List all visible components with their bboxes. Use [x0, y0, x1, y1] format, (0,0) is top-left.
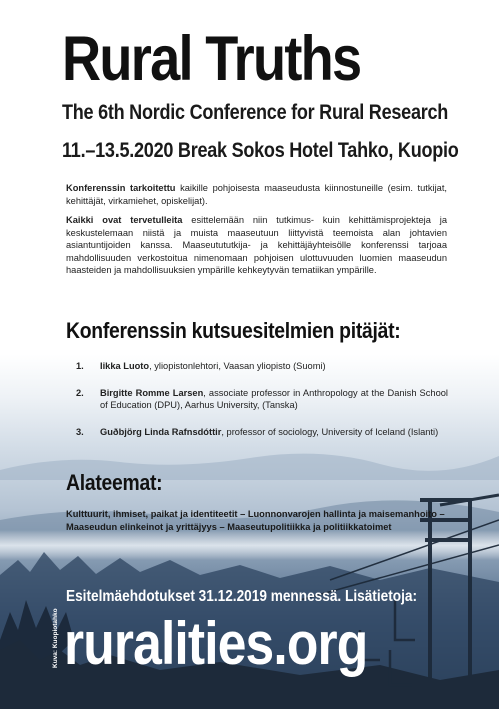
speakers-list	[76, 360, 448, 452]
deadline-text: Esitelmäehdotukset 31.12.2019 mennessä. Lisätietoja:	[66, 588, 418, 605]
speaker-detail: , yliopistonlehtori, Vaasan yliopisto (Suomi)	[149, 361, 326, 371]
speaker-item	[76, 360, 448, 373]
speaker-number: 3.	[76, 426, 84, 437]
themes-heading: Alateemat:	[66, 470, 163, 495]
speakers-heading: Konferenssin kutsuesitelmien pitäjät:	[66, 318, 401, 343]
speaker-detail: , professor of sociology, University of Iceland (Islanti)	[221, 426, 439, 437]
speaker-item	[76, 426, 448, 439]
speaker-number: 2.	[76, 387, 84, 398]
intro-p2-lead: Kaikki ovat tervetulleita	[66, 215, 183, 225]
speaker-name: Iikka Luoto	[100, 361, 150, 371]
intro-p1-body: kaikille pohjoisesta maaseudusta kiinnostuneille (esim. tutkijat, kehittäjät, virkamiehet, opiskelijat).	[66, 183, 447, 206]
intro-p2-body: esittelemään niin tutkimus- kuin kehittämisprojekteja ja keskustelemaan niistä ja muista maaseutuun liittyvistä teemoista alan johtavien asiantuntijoiden kanssa. Maaseutututkija- ja kehittäjäyhteisölle konferenssi tarjoaa mahdollisuuden verkostoitua nimenomaan pohjoisen ulottuvuuden luomien maaseudun haasteiden ja mahdollisuuksien ympärille kehkeytyvän tematiikan ympärille.	[66, 215, 448, 275]
photo-credit: Kuva: Kuopiotahko	[52, 608, 59, 668]
website-link[interactable]: ruralities.org	[64, 610, 368, 677]
speaker-name: Guðbjörg Linda Rafnsdóttir	[100, 426, 222, 437]
speaker-name: Birgitte Romme Larsen	[100, 387, 204, 398]
intro-paragraph-2	[66, 214, 447, 277]
intro-p1-lead: Konferenssin tarkoitettu	[66, 183, 176, 193]
themes-text: Kulttuurit, ihmiset, paikat ja identiteetit – Luonnonvarojen hallinta ja maisemanhoito – Maaseudun elinkeinot ja yrittäjyys – Maaseutupolitiikka ja politiikkatoimet	[66, 509, 445, 532]
speaker-item	[76, 387, 448, 412]
poster-title: Rural Truths	[62, 24, 361, 94]
dates-venue: 11.–13.5.2020 Break Sokos Hotel Tahko, Kuopio	[62, 139, 459, 162]
intro-paragraph-1	[66, 182, 447, 207]
poster-subtitle: The 6th Nordic Conference for Rural Research	[62, 101, 449, 124]
speaker-number: 1.	[76, 361, 84, 371]
speaker-detail: , associate professor in Anthropology at the Danish School of Education (DPU), Aarhus University, (Tanska)	[100, 387, 448, 410]
